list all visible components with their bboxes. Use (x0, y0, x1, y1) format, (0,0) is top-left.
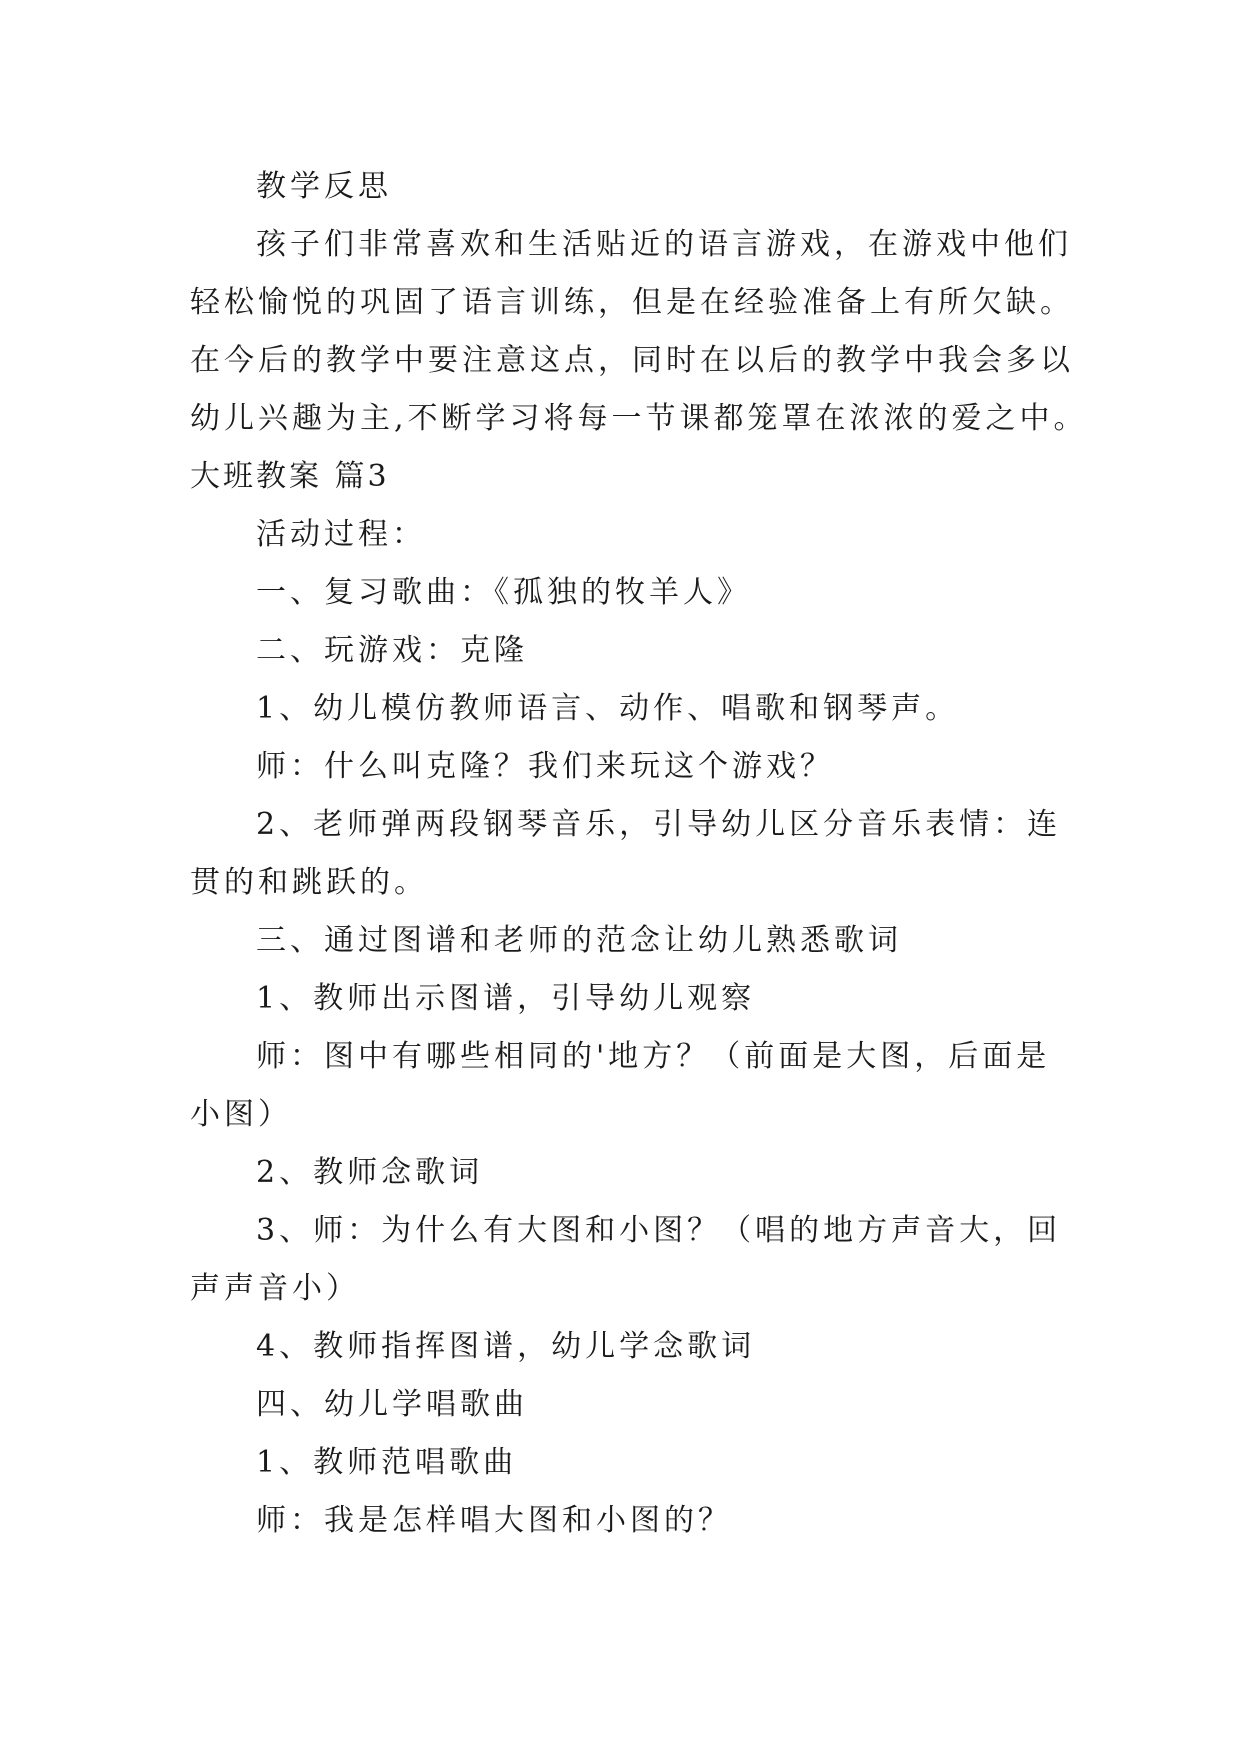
paragraph-line: 孩子们非常喜欢和生活贴近的语言游戏，在游戏中他们 (256, 227, 1072, 262)
paragraph-line: 师：我是怎样唱大图和小图的？ (256, 1503, 732, 1538)
paragraph-line: 贯的和跳跃的。 (190, 865, 428, 900)
paragraph-line: 活动过程： (256, 517, 426, 552)
list-item: 一、复习歌曲：《孤独的牧羊人》 (256, 575, 751, 610)
list-item: 1、幼儿模仿教师语言、动作、唱歌和钢琴声。 (256, 691, 960, 726)
paragraph-line: 轻松愉悦的巩固了语言训练，但是在经验准备上有所欠缺。 (190, 285, 1074, 320)
list-item: 3、师：为什么有大图和小图？（唱的地方声音大，回 (256, 1213, 1062, 1248)
list-item: 2、老师弹两段钢琴音乐，引导幼儿区分音乐表情：连 (256, 807, 1062, 842)
list-item: 1、教师范唱歌曲 (256, 1445, 518, 1480)
section-heading-teaching-reflection: 教学反思 (256, 169, 392, 204)
paragraph-line: 师：什么叫克隆？我们来玩这个游戏？ (256, 749, 834, 784)
paragraph-line: 师：图中有哪些相同的'地方？（前面是大图，后面是 (256, 1039, 1051, 1074)
list-item: 三、通过图谱和老师的范念让幼儿熟悉歌词 (256, 923, 902, 958)
list-item: 2、教师念歌词 (256, 1155, 484, 1190)
paragraph-line: 幼儿兴趣为主,不断学习将每一节课都笼罩在浓浓的爱之中。 (190, 401, 1088, 436)
document-body (190, 158, 1088, 1550)
section-heading-lesson-3: 大班教案 篇3 (190, 459, 390, 494)
list-item: 4、教师指挥图谱，幼儿学念歌词 (256, 1329, 756, 1364)
paragraph-line: 在今后的教学中要注意这点，同时在以后的教学中我会多以 (190, 343, 1074, 378)
list-item: 四、幼儿学唱歌曲 (256, 1387, 528, 1422)
paragraph-line: 声声音小） (190, 1271, 360, 1306)
paragraph-line: 小图） (190, 1097, 292, 1132)
list-item: 1、教师出示图谱，引导幼儿观察 (256, 981, 756, 1016)
list-item: 二、玩游戏：克隆 (256, 633, 528, 668)
